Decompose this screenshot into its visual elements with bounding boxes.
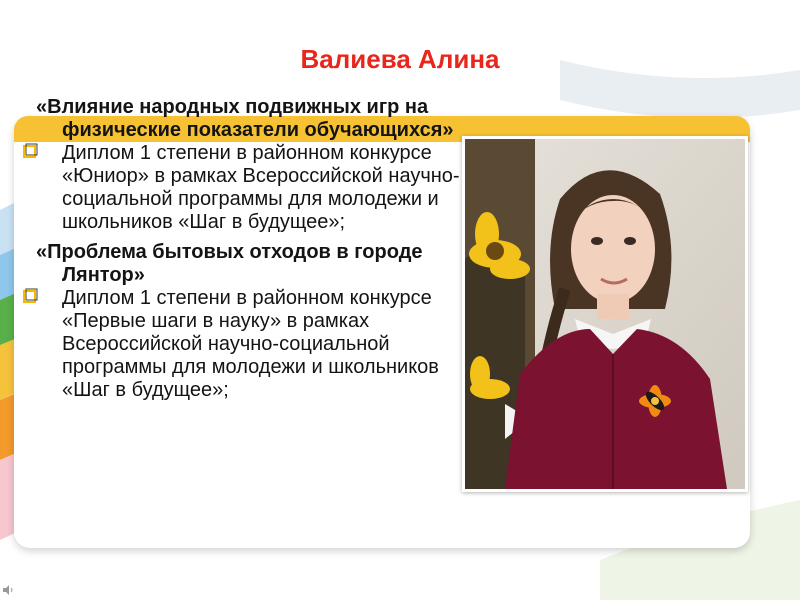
award-item-1 — [20, 142, 470, 234]
slide-title: Валиева Алина — [300, 44, 500, 74]
award-text-2: Диплом 1 степени в районном конкурсе «Первые шаги в науку» в рамках Всероссийской научно-социальной программы для молодежи и школьников «Шаг в будущее»; — [62, 287, 439, 401]
student-photo — [462, 136, 748, 492]
award-text-1: Диплом 1 степени в районном конкурсе «Юниор» в рамках Всероссийской научно-социальной программы для молодежи и школьников «Шаг в будущее»; — [62, 142, 460, 233]
checkbox-square-icon — [22, 142, 42, 164]
award-item-2 — [20, 287, 470, 402]
speaker-icon[interactable] — [3, 585, 15, 595]
project-heading-2: «Проблема бытовых отходов в городе Лянтор» — [36, 241, 423, 286]
project-heading-1: «Влияние народных подвижных игр на физические показатели обучающихся» — [36, 96, 454, 141]
checkbox-square-icon — [22, 287, 42, 309]
text-block — [20, 96, 470, 402]
